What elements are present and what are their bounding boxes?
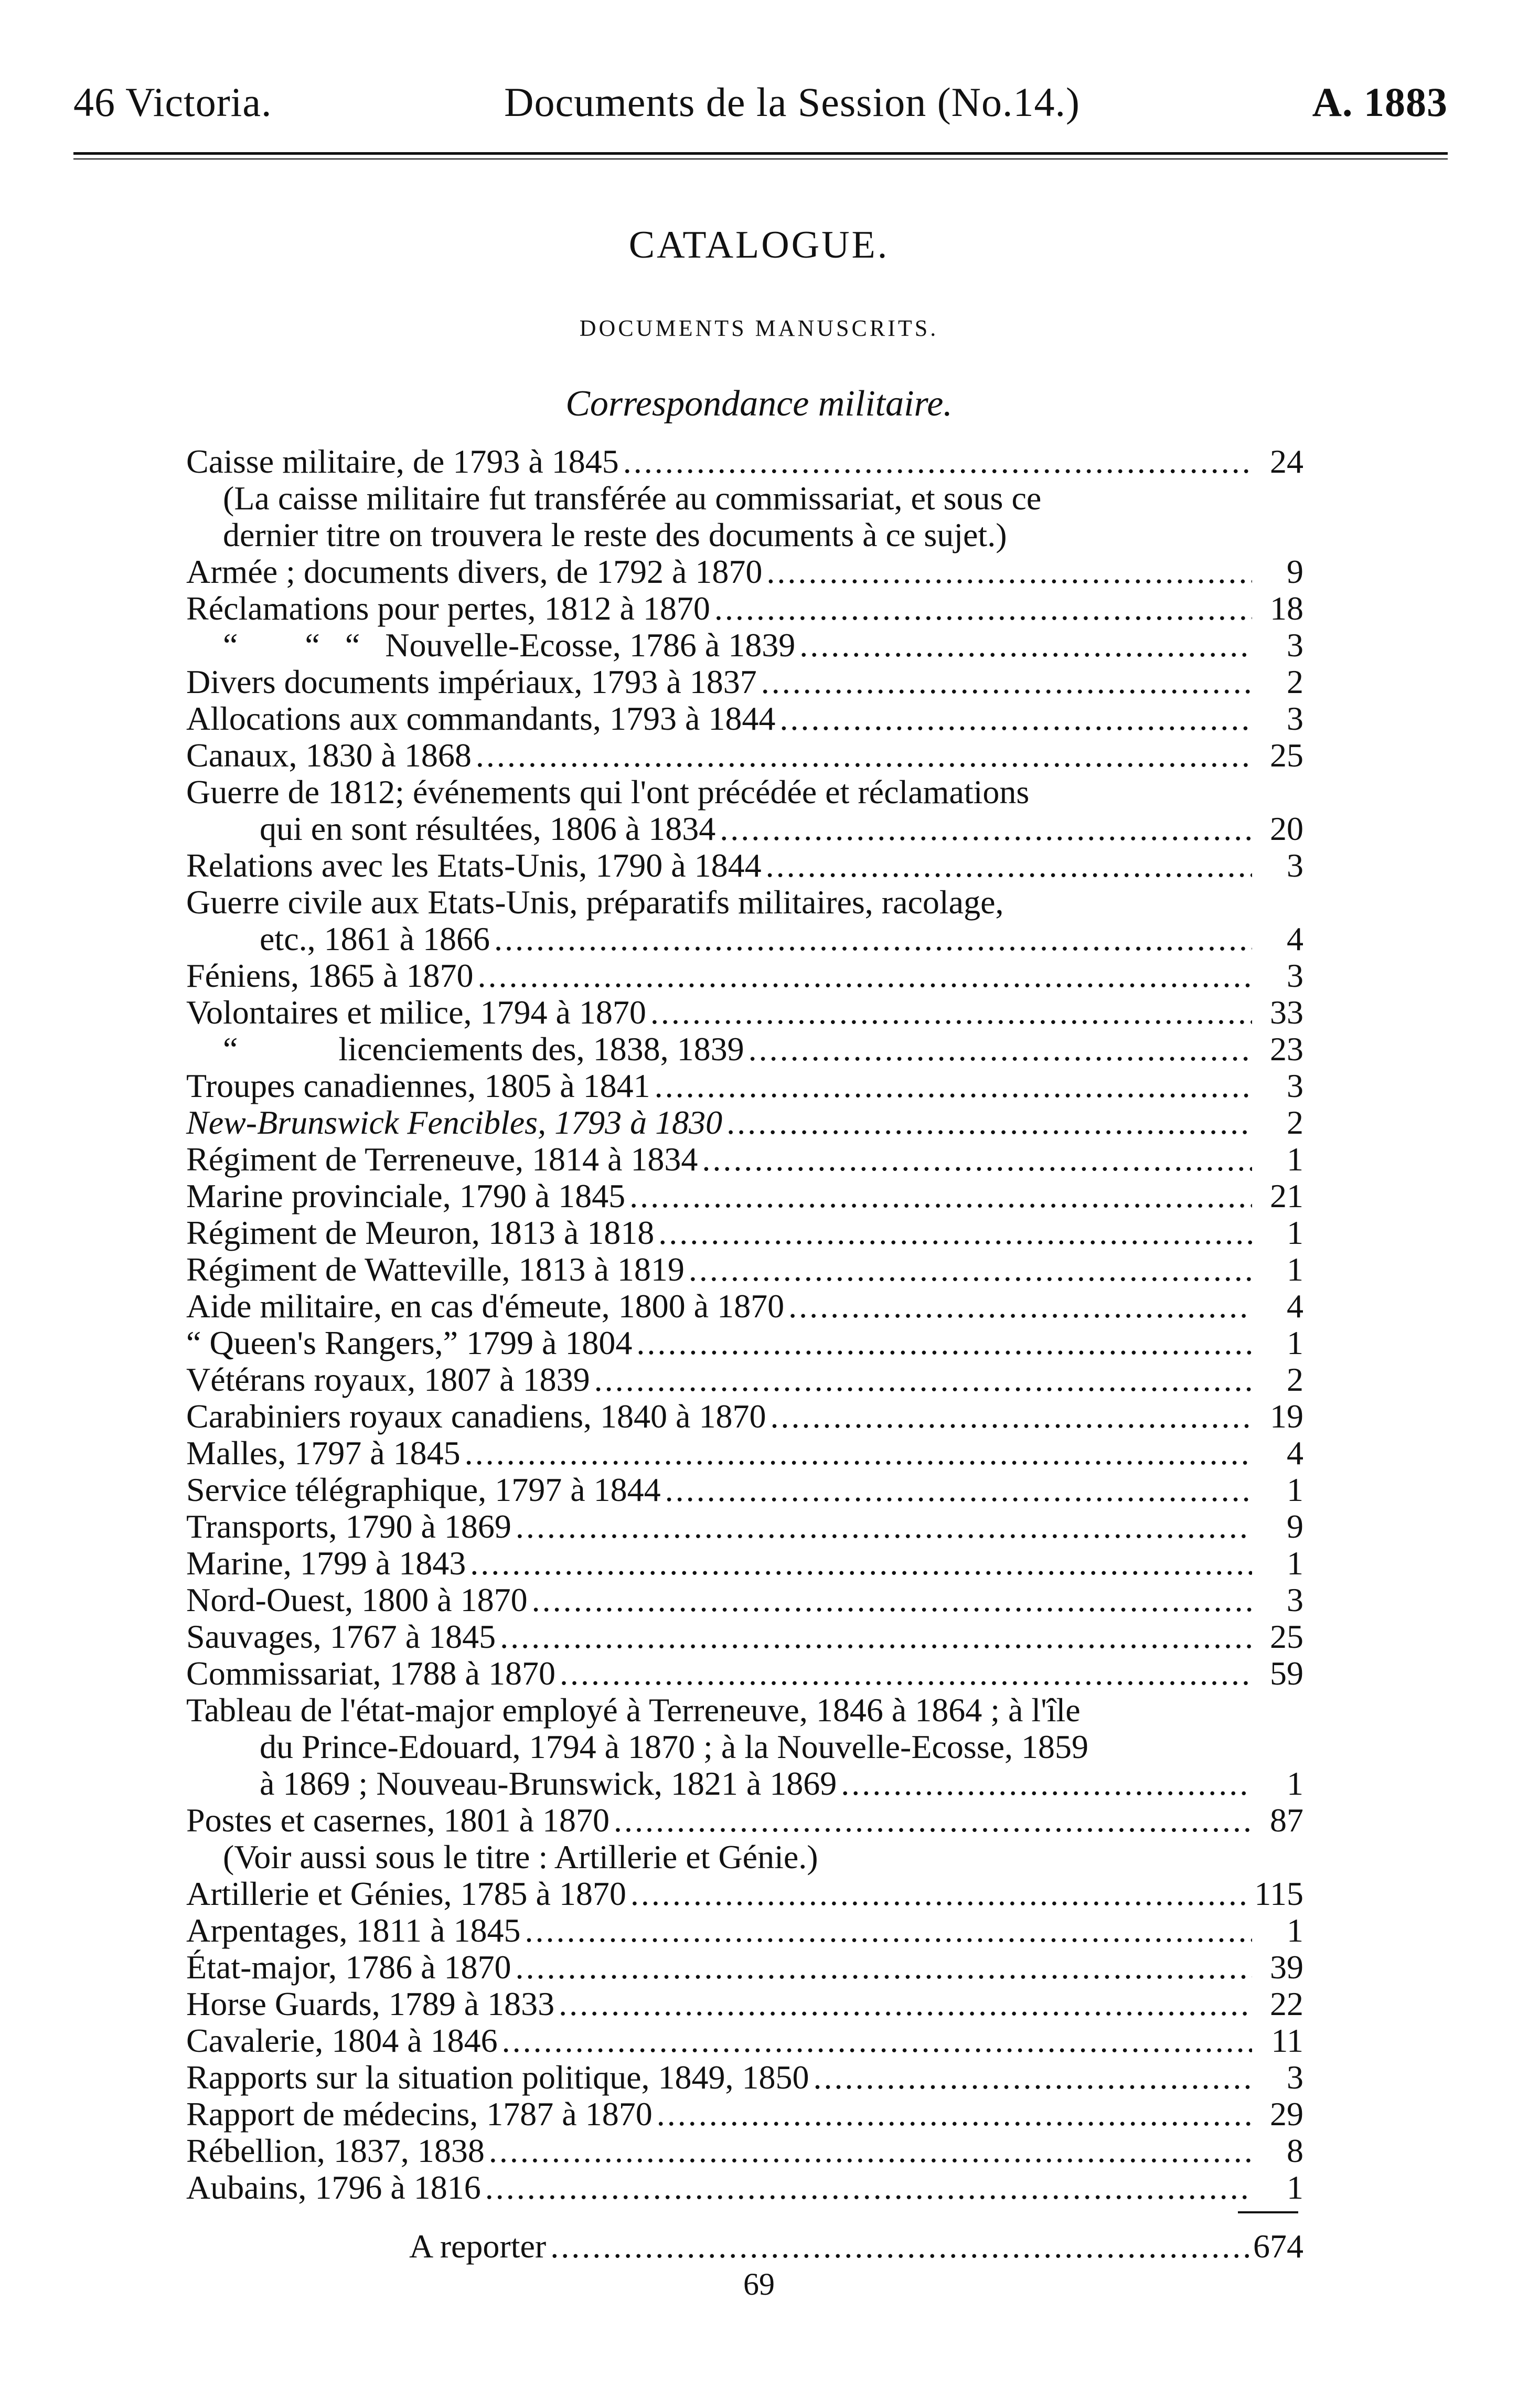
- catalogue-entry: [186, 994, 1303, 1031]
- dot-leader: [516, 1949, 1253, 1986]
- catalogue-entry: [186, 2059, 1303, 2096]
- dot-leader: [813, 2059, 1252, 2096]
- entry-count: 22: [1270, 1985, 1303, 2022]
- entry-label: Service télégraphique, 1797 à 1844: [186, 1471, 661, 1508]
- entry-count: 9: [1287, 1508, 1303, 1545]
- entry-label: Volontaires et milice, 1794 à 1870: [186, 994, 646, 1031]
- dot-leader: [560, 1655, 1252, 1692]
- entry-count: 33: [1270, 994, 1303, 1031]
- entry-count: 11: [1271, 2022, 1303, 2059]
- catalogue-entry: [186, 1435, 1303, 1472]
- entry-count: 59: [1270, 1655, 1303, 1692]
- entry-label: Marine, 1799 à 1843: [186, 1544, 466, 1582]
- catalogue-entry: [186, 884, 1303, 921]
- dot-leader: [770, 1398, 1252, 1435]
- catalogue-entry: [186, 627, 1303, 664]
- entry-count: 21: [1270, 1177, 1303, 1214]
- dot-leader: [532, 1582, 1252, 1618]
- entry-label: qui en sont résultées, 1806 à 1834: [260, 810, 716, 847]
- running-head: [73, 79, 1448, 136]
- catalogue-entry: [186, 1655, 1303, 1692]
- catalogue-entry: [186, 1361, 1303, 1398]
- entry-label: Postes et casernes, 1801 à 1870: [186, 1802, 610, 1839]
- catalogue-entry: [186, 957, 1303, 994]
- entry-label: “ Queen's Rangers,” 1799 à 1804: [186, 1324, 633, 1361]
- dot-leader: [799, 627, 1252, 664]
- entry-label: Armée ; documents divers, de 1792 à 1870: [186, 553, 763, 590]
- entry-count: 87: [1270, 1802, 1303, 1839]
- entry-label: à 1869 ; Nouveau-Brunswick, 1821 à 1869: [260, 1765, 837, 1802]
- dot-leader: [665, 1472, 1252, 1508]
- entry-label: Tableau de l'état-major employé à Terreneuve, 1846 à 1864 ; à l'île: [186, 1691, 1081, 1729]
- dot-leader: [650, 994, 1252, 1031]
- entry-label: Arpentages, 1811 à 1845: [186, 1912, 521, 1949]
- entry-label: Rapport de médecins, 1787 à 1870: [186, 2095, 653, 2133]
- dot-leader: [485, 2169, 1252, 2206]
- dot-leader: [476, 737, 1252, 774]
- dot-leader: [630, 1876, 1250, 1912]
- entry-label: Vétérans royaux, 1807 à 1839: [186, 1361, 590, 1398]
- entry-count: 20: [1270, 810, 1303, 847]
- entry-count: 19: [1270, 1398, 1303, 1435]
- entry-label: Commissariat, 1788 à 1870: [186, 1655, 555, 1692]
- catalogue-entry: [186, 1802, 1303, 1839]
- entry-label: Transports, 1790 à 1869: [186, 1508, 511, 1545]
- entry-count: 2: [1287, 1361, 1303, 1398]
- entry-label: Rébellion, 1837, 1838: [186, 2132, 485, 2169]
- entry-count: 9: [1287, 553, 1303, 590]
- dot-leader: [841, 1765, 1252, 1802]
- entry-count: 1: [1287, 1141, 1303, 1178]
- dot-leader: [720, 811, 1252, 847]
- dot-leader: [478, 957, 1253, 994]
- catalogue-entry: [186, 1398, 1303, 1435]
- header-rule-thin: [73, 158, 1448, 159]
- entry-label: Artillerie et Génies, 1785 à 1870: [186, 1875, 626, 1912]
- entry-label: Nord-Ouest, 1800 à 1870: [186, 1581, 528, 1618]
- entry-label: Carabiniers royaux canadiens, 1840 à 1870: [186, 1398, 766, 1435]
- dot-leader: [516, 1508, 1252, 1545]
- catalogue-entry: [186, 1104, 1303, 1141]
- entry-count: 3: [1287, 1581, 1303, 1618]
- entry-label: Sauvages, 1767 à 1845: [186, 1618, 496, 1655]
- entry-count: 3: [1287, 700, 1303, 737]
- entry-count: 2: [1287, 1104, 1303, 1141]
- entry-label: Régiment de Terreneuve, 1814 à 1834: [186, 1141, 698, 1178]
- total-label: A reporter: [409, 2228, 547, 2265]
- catalogue-entry: [186, 590, 1303, 627]
- catalogue-title: CATALOGUE.: [628, 223, 890, 267]
- dot-leader: [614, 1802, 1252, 1839]
- catalogue-entry: [186, 553, 1303, 590]
- entry-count: 1: [1287, 1912, 1303, 1949]
- entry-label: New-Brunswick Fencibles, 1793 à 1830: [186, 1104, 723, 1141]
- subtitle: DOCUMENTS MANUSCRITS.: [579, 315, 939, 341]
- entry-count: 8: [1287, 2132, 1303, 2169]
- entry-label: Marine provinciale, 1790 à 1845: [186, 1177, 626, 1214]
- entry-label: Guerre de 1812; événements qui l'ont précédée et réclamations: [186, 773, 1030, 811]
- catalogue-entry: [186, 1325, 1303, 1361]
- entry-label: Réclamations pour pertes, 1812 à 1870: [186, 590, 710, 627]
- catalogue-entry: [186, 1251, 1303, 1288]
- catalogue-entry: [186, 1729, 1303, 1765]
- dot-leader: [779, 700, 1252, 737]
- catalogue-entry: [186, 774, 1303, 811]
- dot-leader: [788, 1288, 1252, 1325]
- dot-leader: [502, 2022, 1252, 2059]
- dot-leader: [766, 553, 1252, 590]
- catalogue-entry: [186, 1949, 1303, 1986]
- entry-count: 1: [1287, 1544, 1303, 1582]
- catalogue-entry: [186, 700, 1303, 737]
- dot-leader: [689, 1251, 1252, 1288]
- entry-label: dernier titre on trouvera le reste des documents à ce sujet.): [223, 516, 1007, 553]
- entry-count: 1: [1287, 2169, 1303, 2206]
- catalogue-entry: [186, 480, 1303, 517]
- catalogue-entry: [186, 1031, 1303, 1068]
- entry-label: (La caisse militaire fut transférée au commissariat, et sous ce: [223, 480, 1042, 517]
- catalogue-entry: [186, 1288, 1303, 1325]
- entry-label: Régiment de Watteville, 1813 à 1819: [186, 1251, 685, 1288]
- entry-label: du Prince-Edouard, 1794 à 1870 ; à la Nouvelle-Ecosse, 1859: [260, 1728, 1089, 1765]
- dot-leader: [766, 847, 1252, 884]
- entry-count: 3: [1287, 957, 1303, 994]
- page-number: 69: [743, 2267, 775, 2302]
- catalogue-entry: [186, 1141, 1303, 1178]
- entry-label: (Voir aussi sous le titre : Artillerie et Génie.): [223, 1838, 818, 1876]
- entry-count: 1: [1287, 1765, 1303, 1802]
- entry-label: Rapports sur la situation politique, 1849, 1850: [186, 2059, 809, 2096]
- header-right: A. 1883: [1312, 79, 1448, 125]
- entry-count: 4: [1287, 1434, 1303, 1472]
- catalogue-entry: [186, 1765, 1303, 1802]
- entry-label: Relations avec les Etats-Unis, 1790 à 1844: [186, 847, 762, 884]
- entry-label: Guerre civile aux Etats-Unis, préparatifs militaires, racolage,: [186, 883, 1004, 921]
- entry-count: 1: [1287, 1324, 1303, 1361]
- catalogue-entry: [186, 1545, 1303, 1582]
- dot-leader: [658, 1214, 1252, 1251]
- entry-label: Caisse militaire, de 1793 à 1845: [186, 443, 619, 480]
- section-title: Correspondance militaire.: [565, 383, 953, 424]
- dot-leader: [655, 1068, 1252, 1104]
- catalogue-entry: [186, 811, 1303, 847]
- catalogue-entry: [186, 2022, 1303, 2059]
- catalogue-entry: [186, 1912, 1303, 1949]
- entry-label: “ licenciements des, 1838, 1839: [223, 1030, 744, 1068]
- entry-count: 3: [1287, 626, 1303, 664]
- catalogue-entry: [186, 2096, 1303, 2133]
- catalogue-entry: [186, 517, 1303, 553]
- dot-leader: [525, 1912, 1252, 1949]
- entry-label: État-major, 1786 à 1870: [186, 1948, 511, 1986]
- entry-label: etc., 1861 à 1866: [260, 920, 490, 957]
- entry-count: 4: [1287, 920, 1303, 957]
- entry-label: “ “ “ Nouvelle-Ecosse, 1786 à 1839: [223, 626, 796, 664]
- dot-leader: [465, 1435, 1252, 1472]
- entry-count: 1: [1287, 1214, 1303, 1251]
- entry-count: 1: [1287, 1471, 1303, 1508]
- catalogue-entry: [186, 1472, 1303, 1508]
- entry-count: 1: [1287, 1251, 1303, 1288]
- total-line: [409, 2227, 1303, 2266]
- catalogue-entry: [186, 1068, 1303, 1104]
- entry-count: 23: [1270, 1030, 1303, 1068]
- catalogue-entry: [186, 1618, 1303, 1655]
- entry-label: Régiment de Meuron, 1813 à 1818: [186, 1214, 655, 1251]
- catalogue-entry: [186, 2169, 1303, 2206]
- dot-leader: [494, 921, 1252, 957]
- entry-label: Malles, 1797 à 1845: [186, 1434, 461, 1472]
- entry-label: Allocations aux commandants, 1793 à 1844: [186, 700, 776, 737]
- dot-leader: [550, 2227, 1249, 2266]
- catalogue-entry: [186, 847, 1303, 884]
- dot-leader: [470, 1545, 1252, 1582]
- dot-leader: [489, 2133, 1252, 2169]
- catalogue-entry: [186, 2133, 1303, 2169]
- entry-count: 24: [1270, 443, 1303, 480]
- entry-count: 3: [1287, 2059, 1303, 2096]
- dot-leader: [761, 664, 1252, 700]
- catalogue-entry: [186, 1582, 1303, 1618]
- dot-leader: [636, 1325, 1252, 1361]
- entry-label: Horse Guards, 1789 à 1833: [186, 1985, 555, 2022]
- entry-label: Cavalerie, 1804 à 1846: [186, 2022, 498, 2059]
- header-center: Documents de la Session (No.14.): [504, 79, 1080, 125]
- entry-count: 3: [1287, 1067, 1303, 1104]
- catalogue-entry: [186, 1178, 1303, 1214]
- header-left: 46 Victoria.: [73, 79, 272, 125]
- dot-leader: [629, 1178, 1252, 1214]
- dot-leader: [594, 1361, 1252, 1398]
- entry-count: 2: [1287, 663, 1303, 700]
- dot-leader: [726, 1104, 1252, 1141]
- catalogue-entry: [186, 1692, 1303, 1729]
- catalogue-entry: [186, 1214, 1303, 1251]
- catalogue-entries: [186, 443, 1303, 2206]
- entry-count: 115: [1254, 1875, 1303, 1912]
- entry-count: 18: [1270, 590, 1303, 627]
- entry-count: 25: [1270, 737, 1303, 774]
- entry-label: Aide militaire, en cas d'émeute, 1800 à 1870: [186, 1287, 785, 1325]
- catalogue-entry: [186, 737, 1303, 774]
- entry-label: Canaux, 1830 à 1868: [186, 737, 472, 774]
- catalogue-entry: [186, 1839, 1303, 1876]
- entry-count: 4: [1287, 1287, 1303, 1325]
- catalogue-entry: [186, 1508, 1303, 1545]
- entry-label: Divers documents impériaux, 1793 à 1837: [186, 663, 757, 700]
- catalogue-entry: [186, 921, 1303, 957]
- dot-leader: [500, 1618, 1252, 1655]
- entry-label: Troupes canadiennes, 1805 à 1841: [186, 1067, 650, 1104]
- catalogue-entry: [186, 1986, 1303, 2022]
- dot-leader: [559, 1986, 1252, 2022]
- dot-leader: [657, 2096, 1252, 2133]
- dot-leader: [702, 1141, 1252, 1178]
- header-rule-thick: [73, 152, 1448, 155]
- entry-label: Féniens, 1865 à 1870: [186, 957, 474, 994]
- entry-count: 29: [1270, 2095, 1303, 2133]
- sum-rule: [1238, 2211, 1298, 2213]
- dot-leader: [749, 1031, 1252, 1068]
- catalogue-entry: [186, 1876, 1303, 1912]
- total-count: 674: [1253, 2228, 1303, 2265]
- dot-leader: [714, 590, 1252, 627]
- entry-count: 25: [1270, 1618, 1303, 1655]
- catalogue-entry: [186, 664, 1303, 700]
- catalogue-entry: [186, 443, 1303, 480]
- entry-count: 3: [1287, 847, 1303, 884]
- entry-label: Aubains, 1796 à 1816: [186, 2169, 481, 2206]
- dot-leader: [623, 443, 1252, 480]
- entry-count: 39: [1270, 1948, 1303, 1986]
